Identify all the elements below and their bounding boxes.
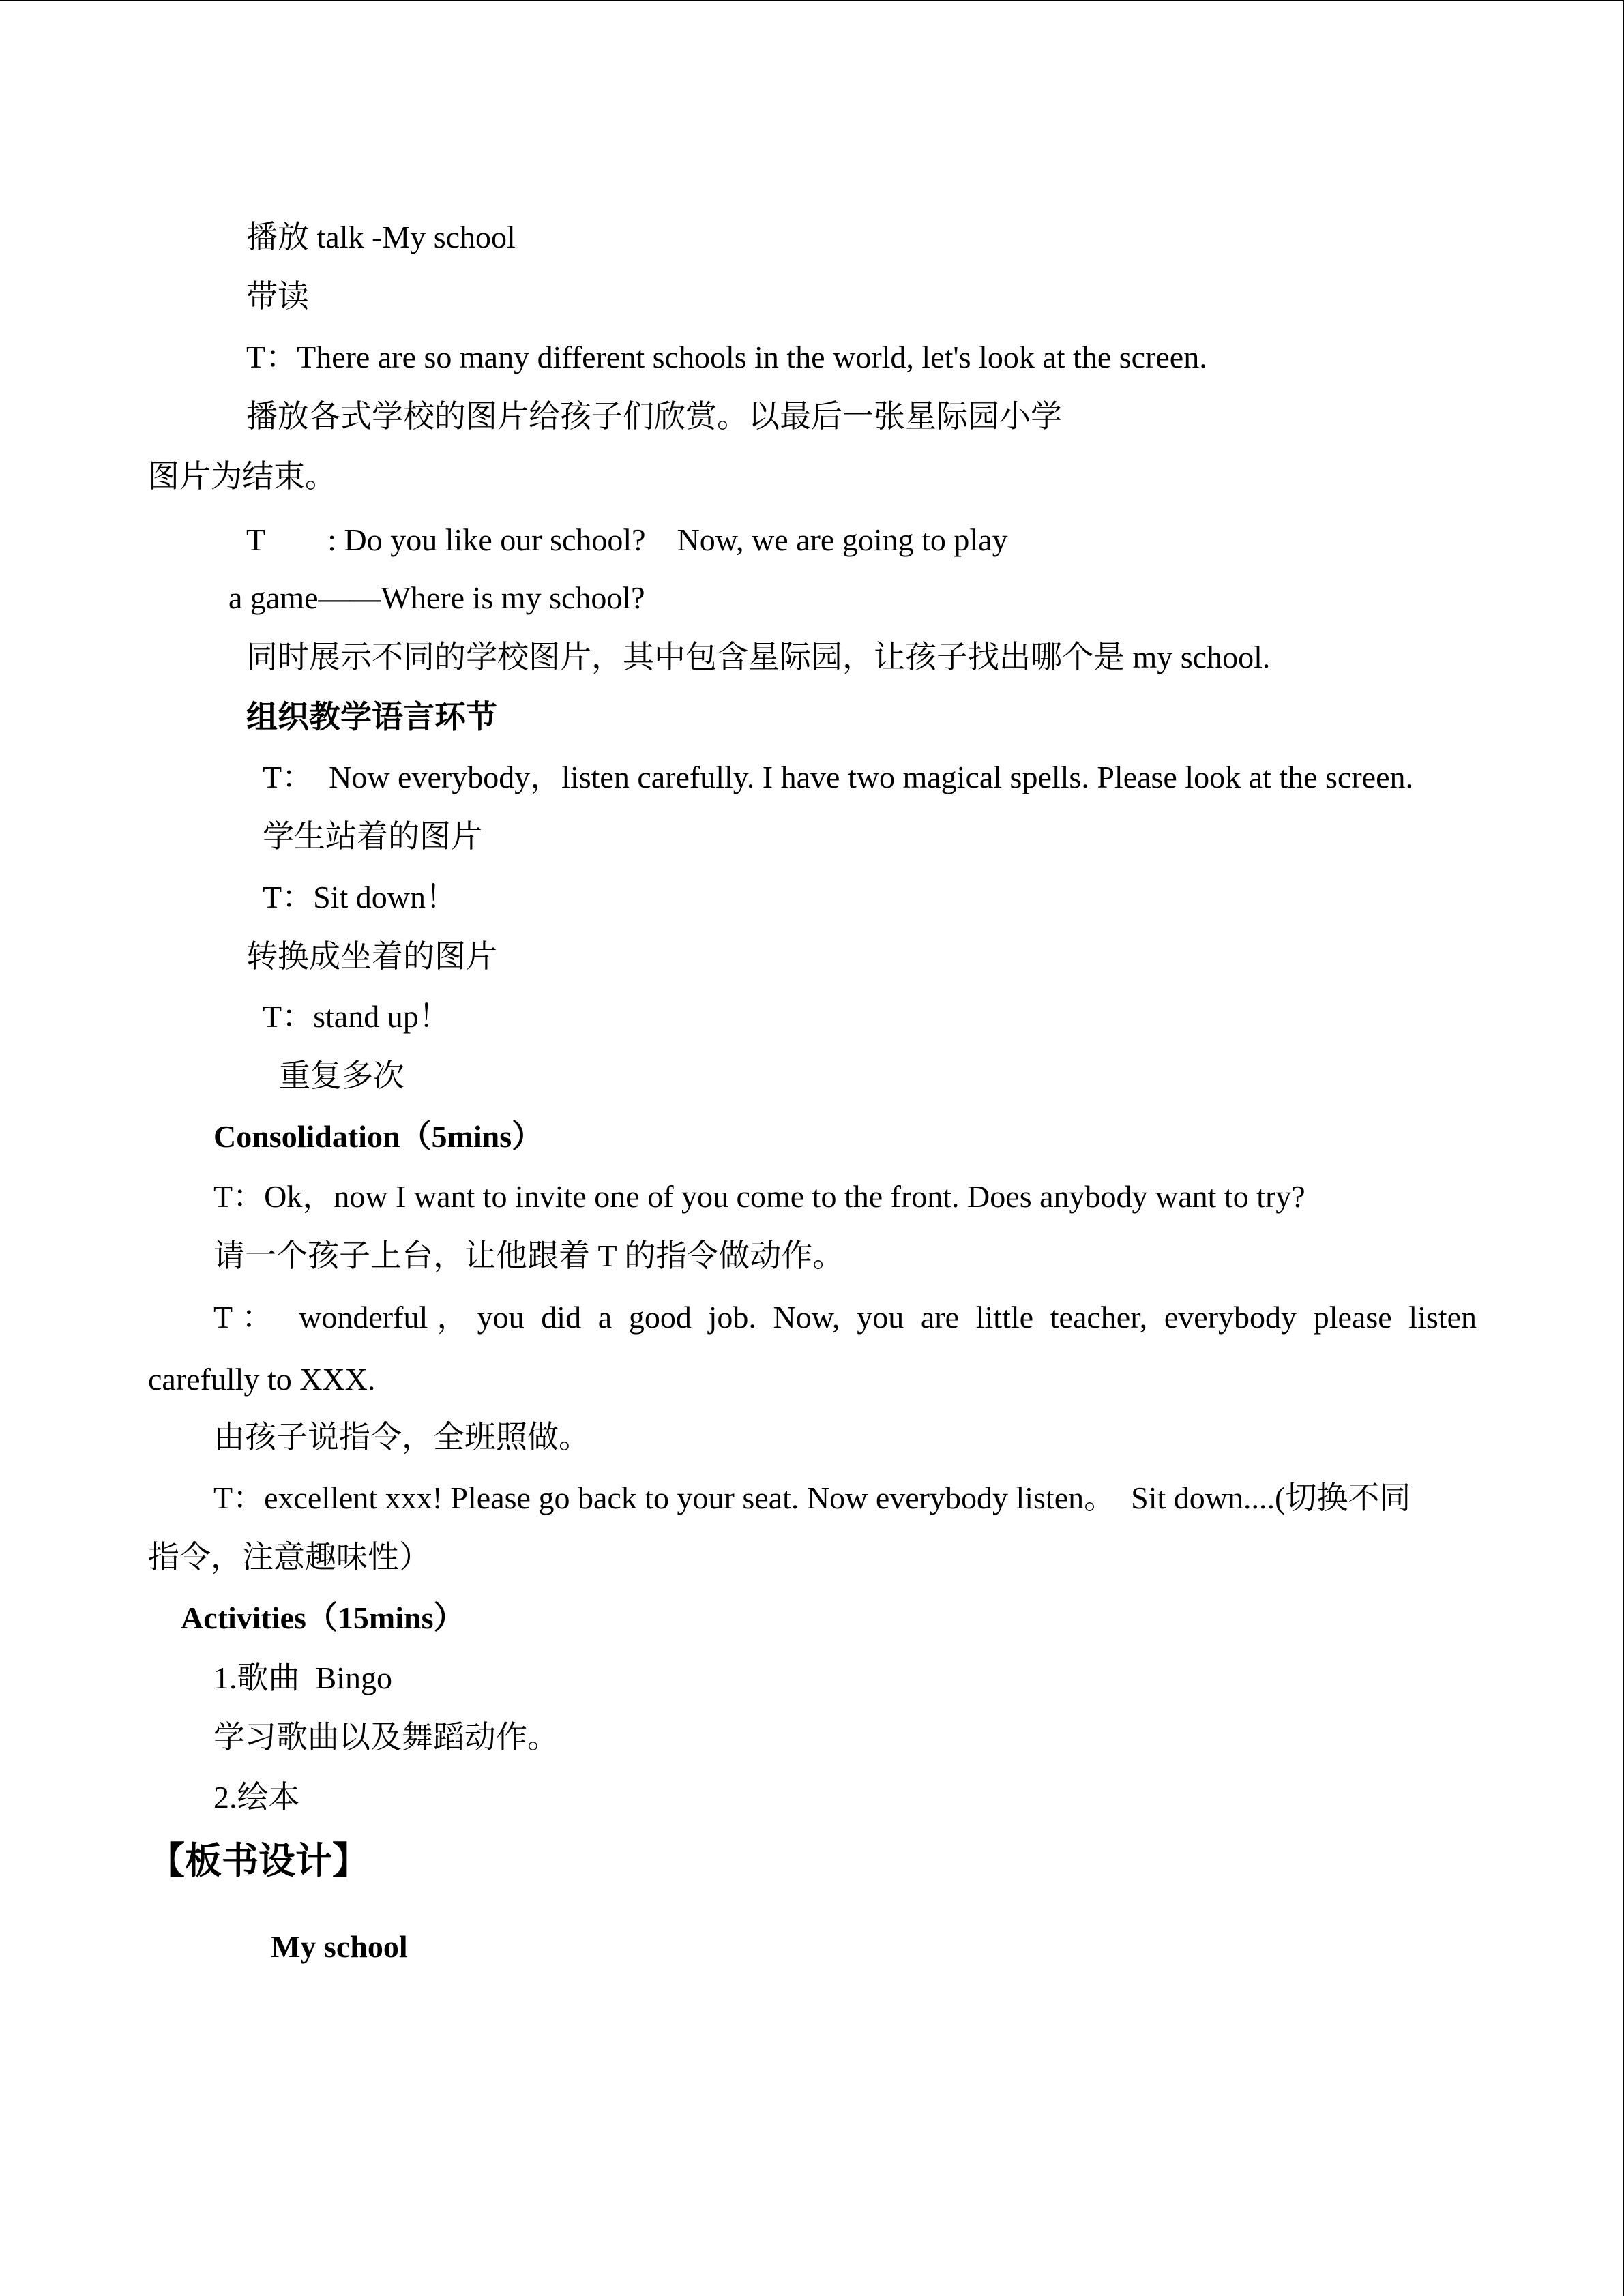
text-line: carefully to XXX. — [148, 1362, 376, 1397]
text-line: a game——Where is my school? — [228, 580, 645, 615]
text-line: 2.绘本 — [213, 1780, 300, 1815]
text-line: 图片为结束。 — [148, 459, 336, 494]
text-line: 带读 — [246, 279, 309, 314]
text-line: T：There are so many different schools in the world, let's look at the screen. — [246, 340, 1207, 374]
text-line: T： wonderful，you did a good job. Now, you are little teacher, everybody please listen — [213, 1300, 1477, 1335]
text-line: 指令，注意趣味性） — [148, 1540, 430, 1575]
text-line: 由孩子说指令，全班照做。 — [213, 1420, 590, 1455]
section-heading: Activities（15mins） — [181, 1600, 465, 1635]
board-design-heading: 【板书设计】 — [148, 1839, 369, 1882]
text-line: 学生站着的图片 — [263, 819, 482, 854]
text-line: 请一个孩子上台，让他跟着 T 的指令做动作。 — [213, 1238, 844, 1273]
text-line: T：excellent xxx! Please go back to your seat. Now everybody listen。 Sit down....(切换不同 — [213, 1480, 1411, 1515]
text-line: 播放各式学校的图片给孩子们欣赏。以最后一张星际园小学 — [246, 399, 1062, 434]
text-line: T : Do you like our school? Now, we are going to play — [246, 522, 1008, 557]
text-line: 重复多次 — [279, 1058, 404, 1093]
section-heading: 组织教学语言环节 — [246, 700, 497, 734]
text-line: T：Sit down！ — [263, 880, 457, 914]
board-title: My school — [271, 1929, 408, 1964]
text-line: T：Ok，now I want to invite one of you come to the front. Does anybody want to try? — [213, 1179, 1305, 1214]
text-line: T：stand up！ — [263, 999, 450, 1034]
text-line: 转换成坐着的图片 — [246, 939, 497, 974]
text-line: 1.歌曲 Bingo — [213, 1660, 392, 1695]
text-line: 同时展示不同的学校图片，其中包含星际园，让孩子找出哪个是 my school. — [246, 640, 1271, 674]
text-line: 学习歌曲以及舞蹈动作。 — [213, 1720, 559, 1755]
section-heading: Consolidation（5mins） — [213, 1119, 544, 1154]
text-line: T： Now everybody，listen carefully. I have two magical spells. Please look at the screen. — [263, 760, 1413, 794]
text-line: 播放 talk -My school — [246, 220, 516, 254]
